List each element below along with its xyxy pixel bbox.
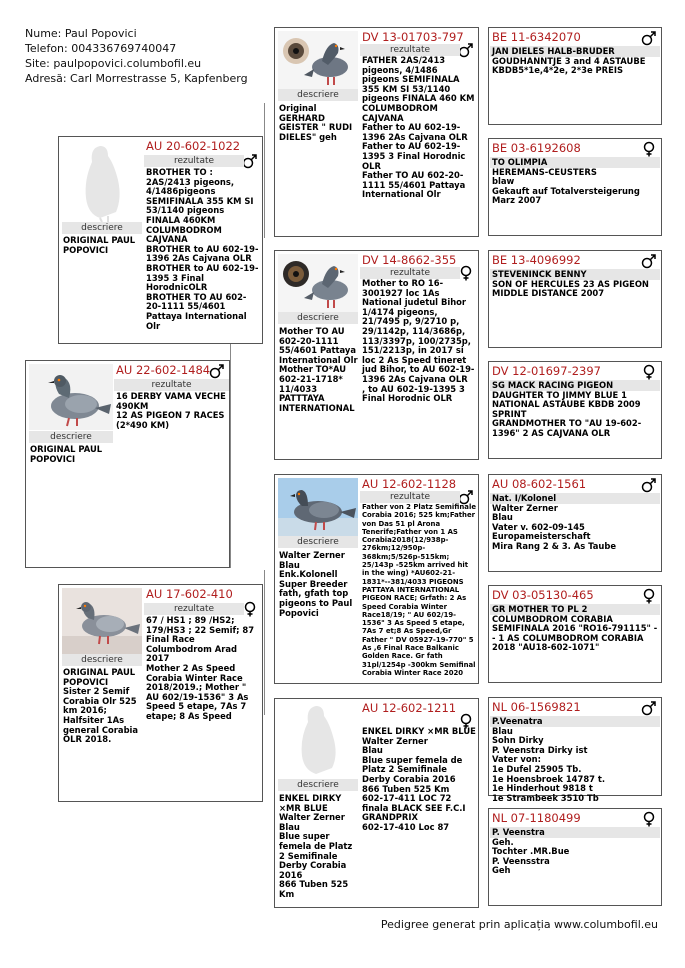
description-button[interactable]: descriere (278, 312, 358, 324)
subject-card[interactable] (25, 360, 230, 568)
ring-number: BE 13-4096992 (492, 253, 581, 267)
ring-number: BE 03-6192608 (492, 141, 581, 155)
breeder-address: Adresă: Carl Morrestrasse 5, Kapfenberg (25, 72, 248, 85)
sire-sire-card[interactable] (274, 27, 479, 237)
pigeon-silhouette (62, 140, 142, 222)
ring-number: DV 13-01703-797 (362, 30, 464, 44)
connector-line (264, 103, 265, 238)
pigeon-photo (278, 478, 358, 536)
info-text: FATHER 2AS/2413 pigeons, 4/1486 pigeons SEMIFINALA 355 KM SI 53/1140 pigeons FINALA 460 KM COLUMBODROM CAJVANA Father to AU 602-19-1396 2As Cajvana OLR Father to AU 602-19-1395 3 Final Horodnic OLR Father TO AU 602-20-1111 55/4601 Pattaya International Olr (362, 55, 475, 200)
ring-number: NL 06-1569821 (492, 700, 581, 714)
owner-text: Walter Zerner Blau Enk.Kolonell Super Breeder fath, gfath top pigeons to Paul Popovici (279, 550, 353, 618)
info-text: TO OLIMPIA HEREMANS-CEUSTERS blaw Gekauft auf Totalversteigerung Marz 2007 (492, 157, 640, 206)
female-icon (641, 588, 657, 604)
sire-card[interactable] (58, 136, 263, 344)
dds-card[interactable] (488, 697, 662, 803)
pigeon-head-icon (278, 254, 358, 312)
ring-number: AU 17-602-410 (146, 587, 233, 601)
ring-number: AU 20-602-1022 (146, 139, 241, 153)
owner-text: ORIGINAL PAUL POPOVICI (63, 235, 136, 255)
owner-text: ORIGINAL PAUL POPOVICI (30, 444, 103, 464)
footer-credit: Pedigree generat prin aplicația www.columbofil.eu (380, 918, 658, 931)
male-icon (641, 30, 657, 46)
description-button[interactable]: descriere (62, 222, 142, 234)
description-button[interactable]: descriere (29, 431, 113, 443)
results-button[interactable]: rezultate (144, 155, 244, 167)
owner-text: ENKEL DIRKY ×MR BLUE Walter Zerner Blau Blue super femela de Platz 2 Semifinale Derby Corabia 2016 866 Tuben 525 Km (279, 793, 353, 899)
sss-card[interactable] (488, 27, 662, 125)
ddd-card[interactable] (488, 808, 662, 906)
ring-number: BE 11-6342070 (492, 30, 581, 44)
info-text: BROTHER TO : 2AS/2413 pigeons, 4/1486pigeons SEMIFINALA 355 KM SI 53/1140 pigeons FINALA 460KM COLUMBODROM CAJVANA BROTHER to AU 602-19-1396 2As Cajvana OLR BROTHER to AU 602-19-1395 3 Final HorodnicOLR BROTHER TO AU 602-20-1111 55/4601 Pattaya International Olr (146, 167, 259, 331)
male-icon (242, 153, 258, 169)
pigeon-photo-icon (62, 588, 142, 654)
female-icon (641, 811, 657, 827)
breeder-site[interactable]: Site: paulpopovici.columbofil.eu (25, 57, 202, 70)
info-text: SG MACK RACING PIGEON DAUGHTER TO JIMMY BLUE 1 NATIONAL ASTAUBE KBDB 2009 SPRINT GRANDMOTHER TO "AU 19-602-1396" 2 AS CAJVANA OLR (492, 380, 642, 438)
description-button[interactable]: descriere (62, 654, 142, 666)
dsd-card[interactable] (488, 585, 662, 683)
results-button[interactable]: rezultate (144, 603, 244, 615)
male-icon (641, 700, 657, 716)
results-button[interactable]: rezultate (360, 44, 460, 56)
ring-number: DV 14-8662-355 (362, 253, 457, 267)
dam-card[interactable] (58, 584, 263, 802)
description-button[interactable]: descriere (278, 89, 358, 101)
ring-number: DV 03-05130-465 (492, 588, 594, 602)
info-text: P. Veenstra Geh. Tochter .MR.Bue P. Veensstra Geh (492, 827, 570, 876)
info-text: STEVENINCK BENNY SON OF HERCULES 23 AS PIGEON MIDDLE DISTANCE 2007 (492, 269, 649, 299)
pigeon-photo (62, 588, 142, 654)
breeder-contact (25, 26, 248, 86)
breeder-phone: Telefon: 004336769740047 (25, 42, 177, 55)
ring-number: AU 22-602-1484 (116, 363, 211, 377)
info-text: JAN DIELES HALB-BRUDER GOUDHANNTJE 3 and 4 ASTAUBE KBDB5*1e,4*2e, 2*3e PREIS (492, 46, 646, 76)
pigeon-photo-sky-icon (278, 478, 358, 536)
breeder-name: Nume: Paul Popovici (25, 27, 137, 40)
info-text: Nat. I/Kolonel Walter Zerner Blau Vater v. 602-09-145 Europameisterschaft Mira Rang 2 & 3. As Taube (492, 493, 617, 551)
dam-dam-card[interactable] (274, 698, 479, 908)
owner-text: Mother TO AU 602-20-1111 55/4601 Pattaya International Olr Mother TO*AU 602-21-1718* 11/4033 PATTTAYA INTERNATIONAL (279, 326, 358, 413)
info-text: Mother to RO 16-3001927 loc 1As National judetul Bihor 1/4174 pigeons, 21/7495 p, 9/2710 p, 29/1142p, 114/3686p, 113/3397p, 100/2735p, 151/2213p, in 2017 si loc 2 As Speed tineret jud Bihor, to AU 602-19-1396 2As Cajvana OLR , to AU 602-19-1395 3 Final Horodnic OLR (362, 278, 475, 404)
ring-number: AU 08-602-1561 (492, 477, 587, 491)
pigeon-silhouette-icon (62, 140, 142, 222)
pigeon-photo (278, 31, 358, 89)
pigeon-silhouette (278, 702, 358, 778)
ring-number: DV 12-01697-2397 (492, 364, 601, 378)
results-button[interactable]: rezultate (360, 491, 460, 503)
info-text: ENKEL DIRKY ×MR BLUE Walter Zerner Blau Blue super femela de Platz 2 Semifinale Derby Corabia 2016 866 Tuben 525 Km 602-17-411 LOC 72 finala BLACK SEE F.C.I GRANDPRIX 602-17-410 Loc 87 (362, 726, 476, 832)
connector-line (264, 570, 265, 715)
description-button[interactable]: descriere (278, 536, 358, 548)
pigeon-head-icon (278, 31, 358, 89)
pigeon-photo (278, 254, 358, 312)
ring-number: AU 12-602-1211 (362, 701, 457, 715)
pigeon-photo (29, 364, 113, 430)
info-text: GR MOTHER TO PL 2 COLUMBODROM CORABIA SEMIFINALA 2016 "RO16-791115" -- 1 AS COLUMBODROM CORABIA 2018 "AU18-602-1071" (492, 604, 658, 653)
ssd-card[interactable] (488, 138, 662, 236)
ring-number: AU 12-602-1128 (362, 477, 457, 491)
female-icon (242, 601, 258, 617)
info-text: Father von 2 Platz Semifinale Corabia 2016; 525 km;Father von Das 51 pl Arona Tenerife;Father von 1 AS Corabia2018(12/938p-276km;12/950p-368km;5/526p-515km; 25/143p -525km arrived hit in the wing) *AU602-21-1831*--381/4033 PIGEONS PATTAYA INTERNATIONAL PIGEON RACE; Grfath: 2 As Speed Corabia Winter Race18/19; " AU 602/19-1536" 3 As Speed 5 etape, 7As 7 et;8 As Speed,Gr Father " DV 05927-19-770" 5 As ,6 Final Race Balkanic Golden Race. Gr fath 31pl/1254p -300km Semifinal Corabia Winter Race 2020 (362, 503, 476, 677)
male-icon (641, 477, 657, 493)
dam-sire-card[interactable] (274, 474, 479, 684)
sds-card[interactable] (488, 250, 662, 348)
female-icon (641, 141, 657, 157)
info-text: 16 DERBY VAMA VECHE 490KM 12 AS PIGEON 7 RACES (2*490 KM) (116, 391, 226, 430)
pigeon-silhouette-icon (278, 702, 358, 778)
dss-card[interactable] (488, 474, 662, 572)
owner-text: Original GERHARD GEISTER " RUDI DIELES" geh (279, 103, 353, 142)
pigeon-photo-icon (29, 364, 113, 430)
results-button[interactable]: rezultate (360, 267, 460, 279)
info-text: P.Veenatra Blau Sohn Dirky P. Veenstra Dirky ist Vater von: 1e Dufel 25905 Tb. 1e Hoensbroek 14787 t. 1e Hinderhout 9818 t 1e Strambeek 3510 Tb (492, 716, 606, 803)
male-icon (209, 363, 225, 379)
info-text: 67 / HS1 ; 89 /HS2; 179/HS3 ; 22 Semif; 87 Final Race Columbodrom Arad 2017 Mother 2 As Speed Corabia Winter Race 2018/2019.; Mother " AU 602/19-1536" 3 As Speed 5 etape, 7As 7 etape; 8 As Speed (146, 615, 255, 721)
female-icon (641, 364, 657, 380)
owner-text: ORIGINAL PAUL POPOVICI Sister 2 Semif Corabia Olr 525 km 2016; Halfsiter 1As general Corabia OLR 2018. (63, 667, 139, 745)
ring-number: NL 07-1180499 (492, 811, 581, 825)
description-button[interactable]: descriere (278, 779, 358, 791)
sdd-card[interactable] (488, 361, 662, 459)
results-button[interactable]: rezultate (114, 379, 229, 391)
male-icon (641, 253, 657, 269)
sire-dam-card[interactable] (274, 250, 479, 460)
